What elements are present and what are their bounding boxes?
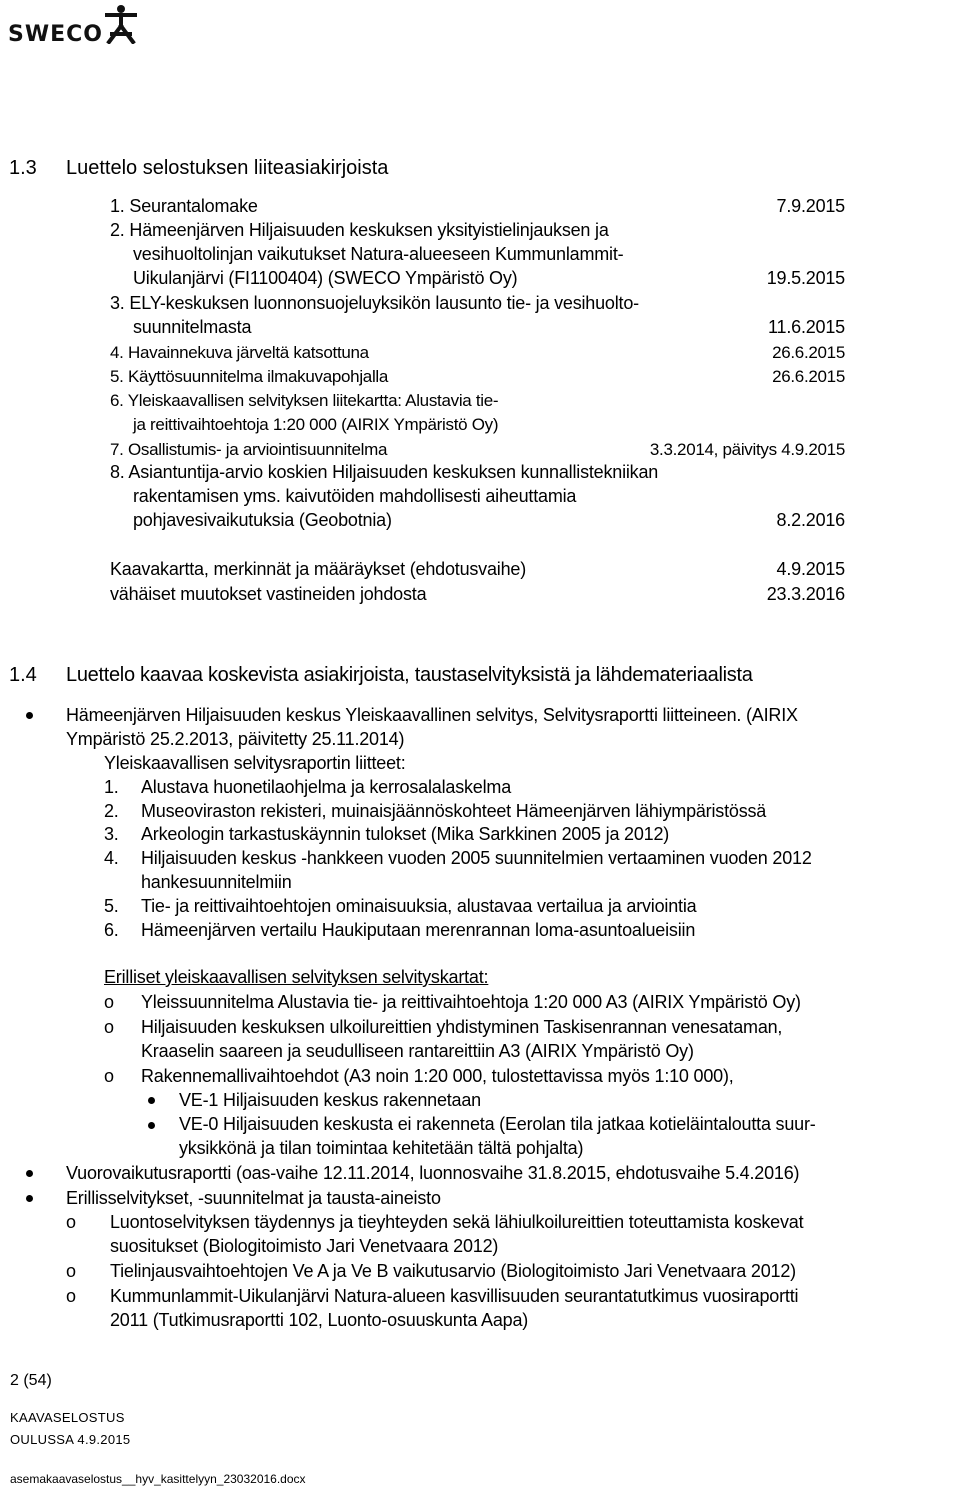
list-item: 5. Käyttösuunnitelma ilmakuvapohjalla [110, 367, 389, 386]
sub-item: Tielinjausvaihtoehtojen Ve A ja Ve B vaikutusarvio (Biologitoimisto Jari Venetvaara 2012) [110, 1261, 796, 1281]
plan-map-date: 4.9.2015 [776, 559, 845, 579]
maps-title: Erilliset yleiskaavallisen selvityksen selvityskartat: [104, 967, 489, 987]
logo-text: SWECO [8, 22, 103, 47]
section-1-3-number: 1.3 [9, 157, 37, 179]
list-item: 3. ELY-keskuksen luonnonsuojeluyksikön lausunto tie- ja vesihuolto- [110, 293, 639, 313]
sub-list-number: 2. [104, 801, 119, 821]
sub-list-item: Museoviraston rekisteri, muinaisjäännöskohteet Hämeenjärven lähiympäristössä [141, 801, 767, 821]
sub-list-item: Hiljaisuuden keskus -hankkeen vuoden 2005 suunnitelmien vertaaminen vuoden 2012 [141, 848, 812, 868]
bullet-icon [148, 1097, 155, 1104]
list-item: 8. Asiantuntija-arvio koskien Hiljaisuuden keskuksen kunnallistekniikan [110, 462, 659, 482]
ve-item: VE-1 Hiljaisuuden keskus rakennetaan [179, 1090, 481, 1110]
bullet-icon [26, 1195, 33, 1202]
list-item-cont: pohjavesivaikutuksia (Geobotnia) [133, 510, 392, 530]
bullet-icon [26, 712, 33, 719]
sub-list-item: Tie- ja reittivaihtoehtojen ominaisuuksia, alustavaa vertailua ja arviointia [141, 896, 697, 916]
sub-item: Kummunlammit-Uikulanjärvi Natura-alueen kasvillisuuden seurantatutkimus vuosiraportti [110, 1286, 799, 1306]
list-item: Vuorovaikutusraportti (oas-vaihe 12.11.2014, luonnosvaihe 31.8.2015, ehdotusvaihe 5.4.2016) [66, 1163, 800, 1183]
list-item-cont: Ympäristö 25.2.2013, päivitetty 25.11.2014) [66, 729, 405, 749]
sub-list-item: Alustava huonetilaohjelma ja kerrosalalaskelma [141, 777, 512, 797]
sub-list-title: Yleiskaavallisen selvitysraportin liitteet: [104, 753, 406, 773]
doc-type: KAAVASELOSTUS [10, 1410, 125, 1425]
list-item-date: 26.6.2015 [772, 343, 845, 362]
circle-bullet-icon: o [66, 1212, 76, 1232]
list-item: Erillisselvitykset, -suunnitelmat ja tausta-aineisto [66, 1188, 441, 1208]
circle-bullet-icon: o [66, 1261, 76, 1281]
list-item-date: 3.3.2014, päivitys 4.9.2015 [649, 440, 845, 459]
ve-item-cont: yksikkönä ja tilan toimintaa kehitetään tältä pohjalta) [179, 1138, 584, 1158]
list-item-date: 8.2.2016 [776, 510, 845, 530]
list-item-cont: suunnitelmasta [133, 317, 252, 337]
circle-bullet-icon: o [104, 1066, 114, 1086]
circle-bullet-icon: o [104, 1017, 114, 1037]
sub-list-item: Hämeenjärven vertailu Haukiputaan merenrannan loma-asuntoalueisiin [141, 920, 696, 940]
plan-map-item: vähäiset muutokset vastineiden johdosta [110, 584, 427, 604]
list-item: 7. Osallistumis- ja arviointisuunnitelma [110, 440, 388, 459]
bullet-icon [148, 1122, 155, 1129]
page-number: 2 (54) [10, 1372, 52, 1389]
map-item: Hiljaisuuden keskuksen ulkoilureittien yhdistyminen Taskisenrannan venesataman, [141, 1017, 783, 1037]
sub-item-cont: 2011 (Tutkimusraportti 102, Luonto-osuuskunta Aapa) [110, 1310, 529, 1330]
sub-list-number: 3. [104, 824, 119, 844]
section-1-4-number: 1.4 [9, 664, 37, 686]
sub-list-number: 1. [104, 777, 119, 797]
list-item-date: 7.9.2015 [776, 196, 845, 216]
list-item-date: 11.6.2015 [768, 317, 845, 337]
list-item-cont: vesihuoltolinjan vaikutukset Natura-alueeseen Kummunlammit- [133, 244, 624, 264]
sub-item: Luontoselvityksen täydennys ja tieyhteyden sekä lähiulkoilureittien toteuttamista koskevat [110, 1212, 804, 1232]
sub-list-number: 5. [104, 896, 119, 916]
sweco-logo [8, 4, 138, 46]
map-item-cont: Kraaselin saareen ja seudulliseen rantareittiin A3 (AIRIX Ympäristö Oy) [141, 1041, 694, 1061]
list-item-cont: ja reittivaihtoehtoja 1:20 000 (AIRIX Ympäristö Oy) [133, 415, 499, 434]
sub-list-item-cont: hankesuunnitelmiin [141, 872, 292, 892]
list-item: 1. Seurantalomake [110, 196, 258, 216]
list-item-cont: Uikulanjärvi (FI1100404) (SWECO Ympäristö Oy) [133, 268, 518, 288]
sub-item-cont: suositukset (Biologitoimisto Jari Venetvaara 2012) [110, 1236, 499, 1256]
list-item-cont: rakentamisen yms. kaivutöiden mahdollisesti aiheuttamia [133, 486, 577, 506]
map-item: Yleissuunnitelma Alustavia tie- ja reittivaihtoehtoja 1:20 000 A3 (AIRIX Ympäristö Oy) [141, 992, 801, 1012]
sub-list-number: 4. [104, 848, 119, 868]
sweco-figure-icon [104, 4, 138, 44]
map-item: Rakennemallivaihtoehdot (A3 noin 1:20 000, tulostettavissa myös 1:10 000), [141, 1066, 734, 1086]
sub-list-number: 6. [104, 920, 119, 940]
list-item: 2. Hämeenjärven Hiljaisuuden keskuksen yksityistielinjauksen ja [110, 220, 609, 240]
section-1-4-title: Luettelo kaavaa koskevista asiakirjoista, taustaselvityksistä ja lähdemateriaalista [66, 664, 753, 686]
plan-map-item: Kaavakartta, merkinnät ja määräykset (ehdotusvaihe) [110, 559, 527, 579]
list-item: 6. Yleiskaavallisen selvityksen liitekartta: Alustavia tie- [110, 391, 499, 410]
section-1-3-title: Luettelo selostuksen liiteasiakirjoista [66, 157, 389, 179]
file-name: asemakaavaselostus__hyv_kasittelyyn_23032016.docx [10, 1472, 306, 1486]
sub-list-item: Arkeologin tarkastuskäynnin tulokset (Mika Sarkkinen 2005 ja 2012) [141, 824, 670, 844]
list-item: Hämeenjärven Hiljaisuuden keskus Yleiskaavallinen selvitys, Selvitysraportti liitteineen. (AIRIX [66, 705, 798, 725]
ve-item: VE-0 Hiljaisuuden keskusta ei rakenneta (Eerolan tila jatkaa kotieläintaloutta suur- [179, 1114, 816, 1134]
list-item-date: 26.6.2015 [772, 367, 845, 386]
list-item: 4. Havainnekuva järveltä katsottuna [110, 343, 369, 362]
plan-map-date: 23.3.2016 [766, 584, 845, 604]
bullet-icon [26, 1170, 33, 1177]
circle-bullet-icon: o [104, 992, 114, 1012]
circle-bullet-icon: o [66, 1286, 76, 1306]
list-item-date: 19.5.2015 [766, 268, 845, 288]
place-date: OULUSSA 4.9.2015 [10, 1432, 131, 1447]
